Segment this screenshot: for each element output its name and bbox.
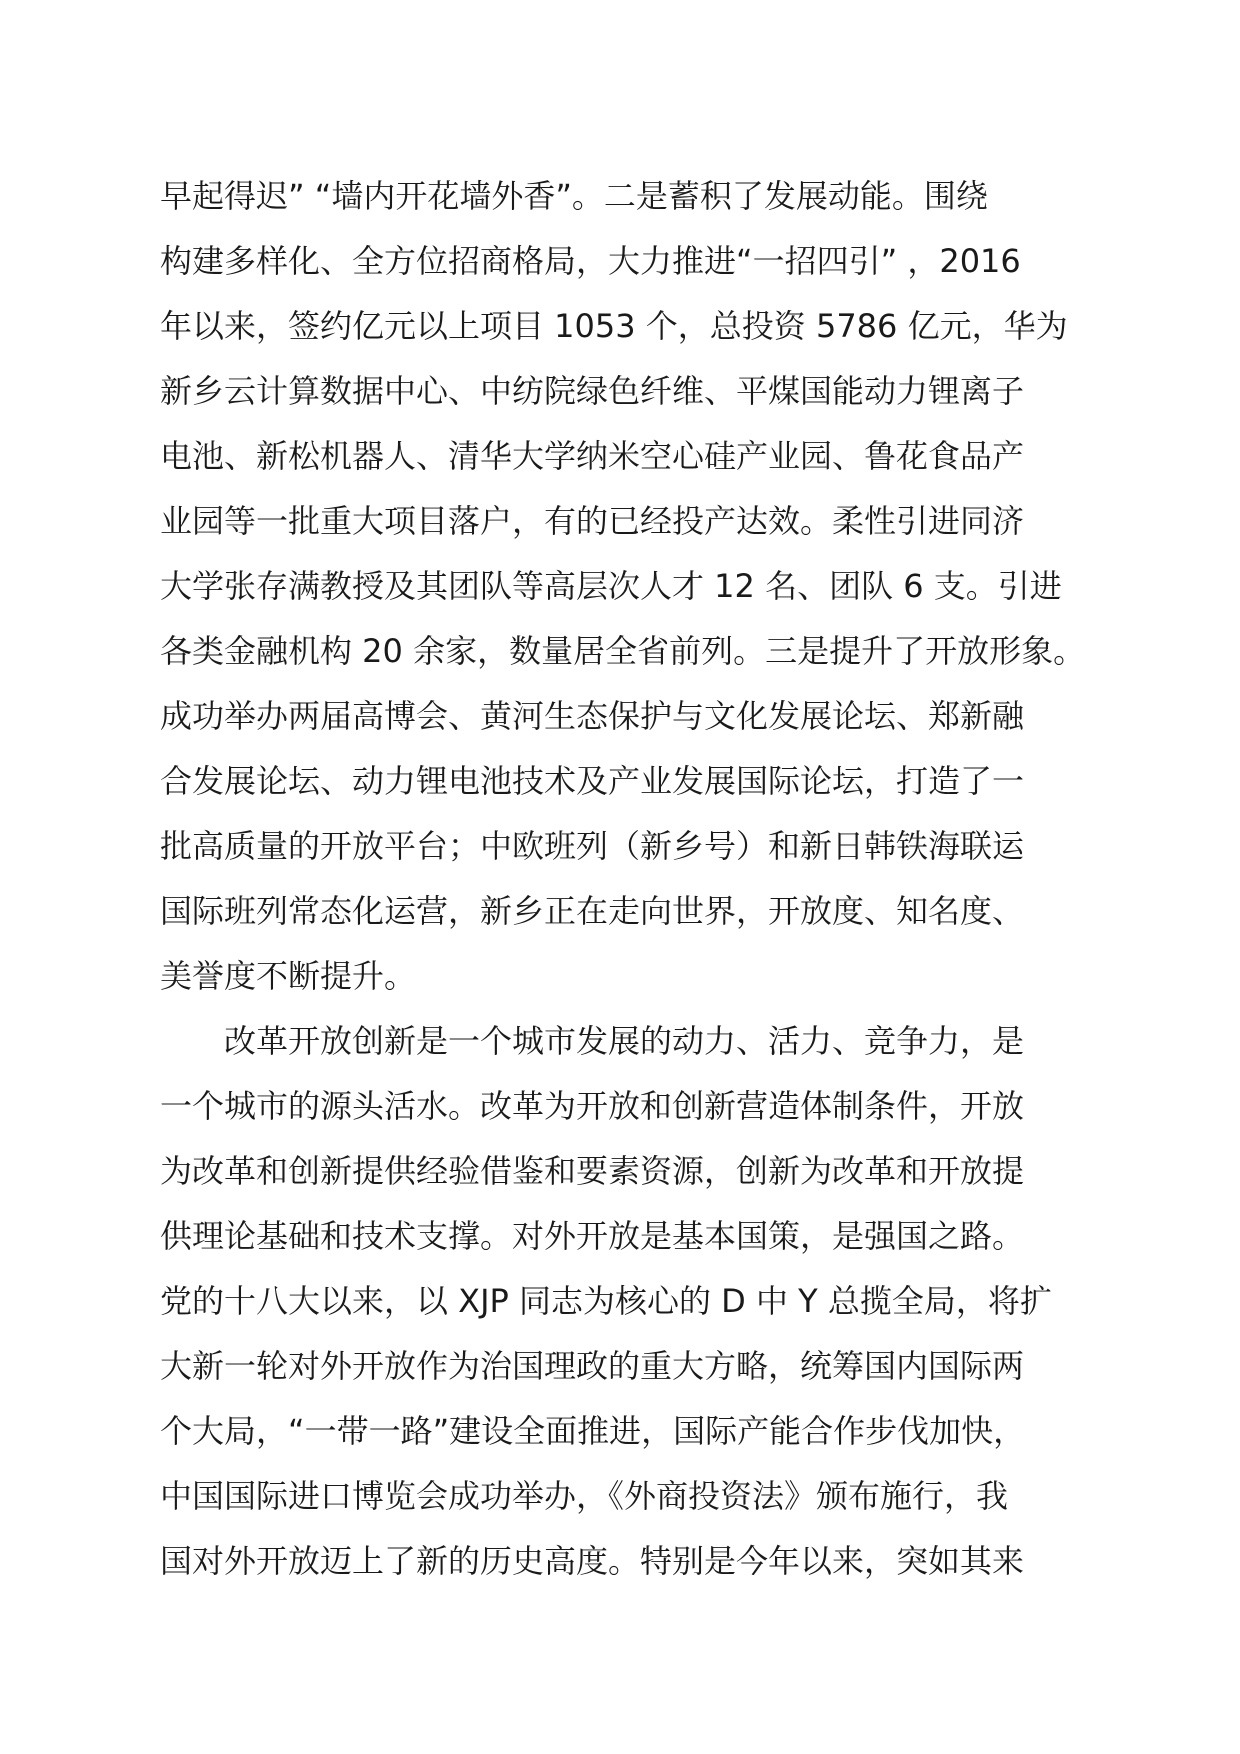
text-line: 为改革和创新提供经验借鉴和要素资源，创新为改革和开放提 <box>160 1152 1025 1190</box>
text-line: 党的十八大以来，以 XJP 同志为核心的 D 中 Y 总揽全局，将扩 <box>160 1282 1052 1320</box>
text-line: 各类金融机构 20 余家，数量居全省前列。三是提升了开放形象。 <box>160 632 1086 670</box>
text-line: 业园等一批重大项目落户，有的已经投产达效。柔性引进同济 <box>160 502 1025 540</box>
text-line: 一个城市的源头活水。改革为开放和创新营造体制条件，开放 <box>160 1087 1025 1125</box>
text-line: 成功举办两届高博会、黄河生态保护与文化发展论坛、郑新融 <box>160 697 1025 735</box>
document-body <box>160 164 1120 1594</box>
paragraph-first-line: 改革开放创新是一个城市发展的动力、活力、竞争力，是 <box>224 1022 1025 1060</box>
text-line: 早起得迟” “墙内开花墙外香”。二是蓄积了发展动能。围绕 <box>160 177 988 215</box>
text-line: 合发展论坛、动力锂电池技术及产业发展国际论坛，打造了一 <box>160 762 1025 800</box>
text-line: 供理论基础和技术支撑。对外开放是基本国策，是强国之路。 <box>160 1217 1025 1255</box>
text-line: 大新一轮对外开放作为治国理政的重大方略，统筹国内国际两 <box>160 1347 1025 1385</box>
text-line: 电池、新松机器人、清华大学纳米空心硅产业园、鲁花食品产 <box>160 437 1025 475</box>
text-line: 国对外开放迈上了新的历史高度。特别是今年以来，突如其来 <box>160 1542 1025 1580</box>
text-line: 年以来，签约亿元以上项目 1053 个，总投资 5786 亿元，华为 <box>160 307 1068 345</box>
text-line: 个大局，“一带一路”建设全面推进，国际产能合作步伐加快， <box>160 1412 1026 1450</box>
text-line: 构建多样化、全方位招商格局，大力推进“一招四引” ，2016 <box>160 242 1021 280</box>
text-line: 批高质量的开放平台；中欧班列（新乡号）和新日韩铁海联运 <box>160 827 1025 865</box>
text-line: 国际班列常态化运营，新乡正在走向世界，开放度、知名度、 <box>160 892 1025 930</box>
text-line: 大学张存满教授及其团队等高层次人才 12 名、团队 6 支。引进 <box>160 567 1062 605</box>
text-line: 美誉度不断提升。 <box>160 957 417 995</box>
text-line: 中国国际进口博览会成功举办，《外商投资法》颁布施行，我 <box>160 1477 1009 1515</box>
text-line: 新乡云计算数据中心、中纺院绿色纤维、平煤国能动力锂离子 <box>160 372 1025 410</box>
